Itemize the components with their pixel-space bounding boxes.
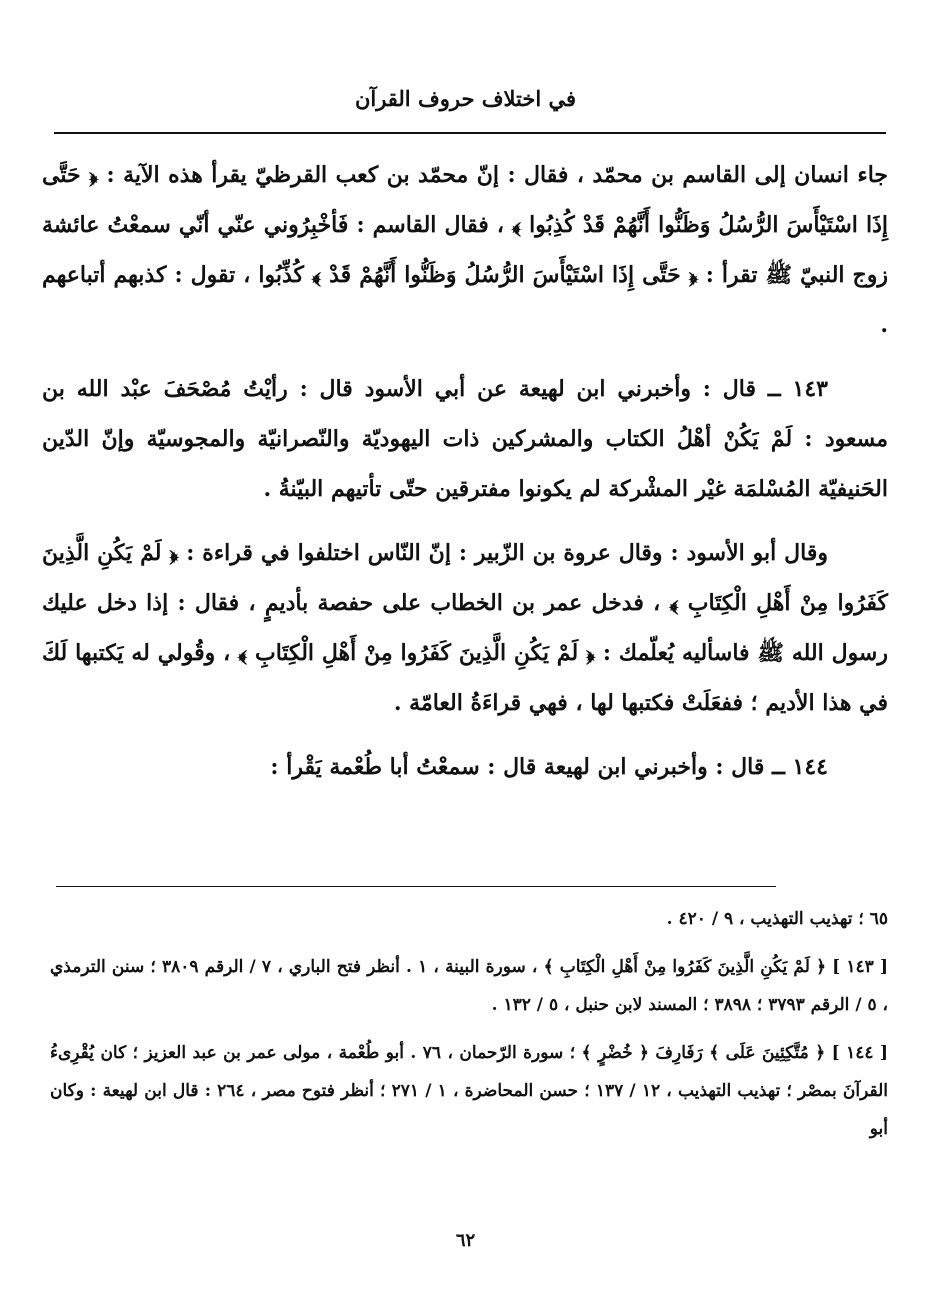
- paragraph-143: ١٤٣ ــ قال : وأخبرني ابن لهيعة عن أبي الأسود قال : رأيْتُ مُصْحَفَ عبْد الله بن مسعود : لَمْ يَكُنْ أهْلُ الكتاب والمشركين ذات اليهوديّة والنّصرانيّة والمجوسيّة وإنّ الدّين الحَنيفيّة المُسْلمَة غيْر المشْركة لم يكونوا مفترقين حتّى تأتيهم البيّنةُ .: [42, 376, 888, 502]
- running-header-title: في اختلاف حروف القرآن: [354, 86, 577, 111]
- footnote-rule: [56, 886, 776, 887]
- paragraph-144: ١٤٤ ــ قال : وأخبرني ابن لهيعة قال : سمعْتُ أبا طُعْمة يَقْرأ :: [270, 754, 828, 780]
- footnote-143: [ ١٤٣ ] ﴿ لَمْ يَكُنِ الَّذِينَ كَفَرُوا مِنْ أَهْلِ الْكِتَابِ ﴾ ، سورة البينة ، ١ . أنظر فتح الباري ، ٧ / الرقم ٣٨٠٩ ؛ سنن الترمذي ، ٥ / الرقم ٣٧٩٣ ؛ ٣٨٩٨ ؛ المسند لابن حنبل ، ٥ / ١٣٢ .: [50, 957, 888, 1015]
- main-text: [42, 150, 888, 806]
- header-rule: [54, 132, 886, 134]
- paragraph-abu-al-aswad: وقال أبو الأسود : وقال عروة بن الزّبير : إنّ النّاس اختلفوا في قراءة : ﴿ لَمْ يَكُنِ الَّذِينَ كَفَرُوا مِنْ أَهْلِ الْكِتَابِ ﴾ ، فدخل عمر بن الخطاب على حفصة بأديمٍ ، فقال : إذا دخل عليك رسول الله ﷺ فاسأليه يُعلّمك : ﴿ لَمْ يَكُنِ الَّذِينَ كَفَرُوا مِنْ أَهْلِ الْكِتَابِ ﴾ ، وقُولي له يَكتبها لَكَ في هذا الأديم ؛ ففعَلَتْ فكتبها لها ، فهي قراءَةُ العامّة .: [42, 540, 888, 716]
- page-number: ٦٢: [455, 1230, 476, 1251]
- footnote-144: [ ١٤٤ ] ﴿ مُتَّكِئِينَ عَلَى ﴾ رَفَارِفَ ﴿ خُضْرٍ ﴾ ؛ سورة الرّحمان ، ٧٦ . أبو طُعْمة ، مولى عمر بن عبد العزيز ؛ كان يُقْرِىءُ القرآنَ بمصْر ؛ تهذيب التهذيب ، ١٢ / ١٣٧ ؛ حسن المحاضرة ، ١ / ٢٧١ ؛ أنظر فتوح مصر ، ٢٦٤ : قال ابن لهيعة : وكان أبو: [50, 1043, 889, 1139]
- footnotes: [50, 900, 888, 1158]
- paragraph-1: جاء انسان إلى القاسم بن محمّد ، فقال : إنّ محمّد بن كعب القرظيّ يقرأ هذه الآية : ﴿ حَتَّى إِذَا اسْتَيْأَسَ الرُّسُلُ وَظَنُّوا أَنَّهُمْ قَدْ كُذِبُوا ﴾ ، فقال القاسم : فَأخْبِرُوني عنّي أنّي سمعْتُ عائشة زوج النبيّ ﷺ تقرأ : ﴿ حَتَّى إِذَا اسْتَيْأَسَ الرُّسُلُ وَظَنُّوا أَنَّهُمْ قَدْ ﴾ كُذِّبُوا ، تقول : كذبهم أتباعهم .: [42, 162, 888, 338]
- footnote-continuation: ٦٥ ؛ تهذيب التهذيب ، ٩ / ٤٢٠ .: [666, 909, 888, 929]
